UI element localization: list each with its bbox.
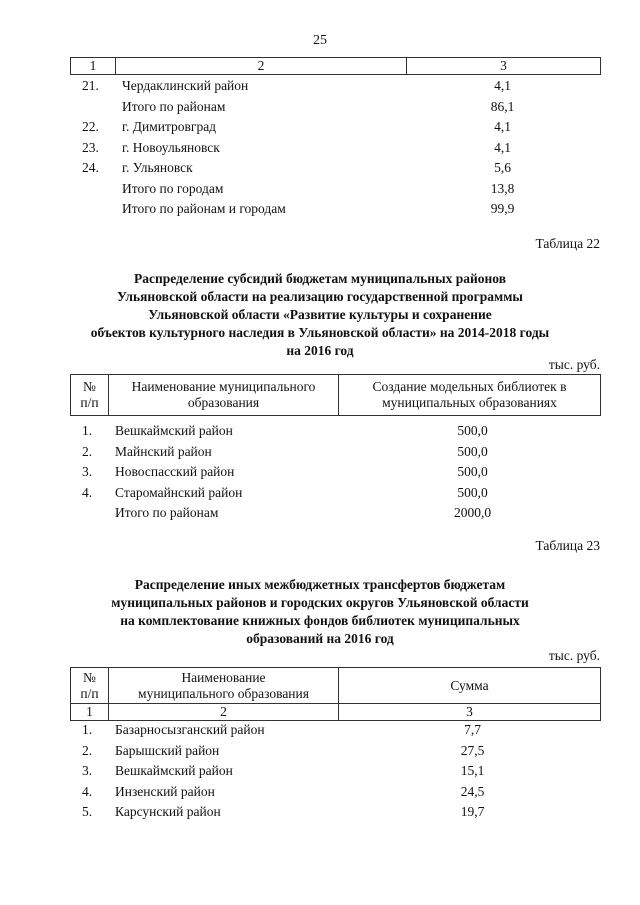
row-name: Инзенский район — [115, 783, 215, 799]
row-name: Вешкаймский район — [115, 423, 233, 438]
row-number — [70, 179, 114, 200]
row-number: 1. — [82, 722, 93, 737]
table22-title-line: Ульяновской области «Развитие культуры и сохранение — [148, 307, 492, 322]
row-number — [70, 97, 114, 118]
row-number: 4. — [82, 484, 93, 500]
table23-body — [70, 720, 601, 823]
row-value: 5,6 — [494, 160, 511, 175]
row-number: 23. — [82, 139, 99, 155]
table22-title — [40, 270, 600, 360]
row-number: 3. — [82, 763, 93, 778]
table23-header-numbering: 1 — [71, 704, 109, 721]
header-text: № — [83, 669, 96, 685]
table-row — [70, 503, 601, 524]
table23-title-line: Распределение иных межбюджетных трансфертов бюджетам — [134, 577, 506, 592]
table21-header-col2: 2 — [116, 58, 407, 75]
header-text: Создание модельных библиотек в — [372, 379, 567, 394]
table21-header-col1: 1 — [71, 58, 116, 75]
table22-body — [70, 421, 601, 524]
table-row — [70, 442, 601, 463]
table22-caption: Таблица 22 — [535, 236, 600, 251]
table-row — [70, 117, 601, 138]
table23-header-value: Сумма — [339, 668, 601, 704]
table-row — [70, 462, 601, 483]
header-text: муниципального образования — [138, 685, 309, 701]
row-name: г. Ульяновск — [122, 160, 193, 175]
table21-header-col3: 3 — [407, 58, 601, 75]
row-value: 86,1 — [490, 98, 515, 114]
table23-header-numbering: 2 — [109, 704, 339, 721]
header-text: Наименование — [181, 669, 266, 685]
table23-title-line: образований на 2016 год — [246, 631, 394, 646]
row-number: 2. — [82, 443, 93, 459]
row-value: 24,5 — [460, 783, 485, 799]
row-value: 500,0 — [457, 464, 488, 479]
table-row — [70, 421, 601, 442]
row-name: Барышский район — [115, 742, 220, 758]
table22-header-num — [71, 375, 109, 416]
table23-caption: Таблица 23 — [535, 538, 600, 553]
row-number: 24. — [82, 160, 99, 175]
table23-title — [40, 576, 600, 648]
row-value: 27,5 — [460, 742, 485, 758]
table22-title-line: Распределение субсидий бюджетам муниципальных районов — [133, 271, 507, 286]
table-row — [70, 741, 601, 762]
row-number — [70, 503, 107, 524]
table21-body — [70, 76, 601, 220]
row-name: Вешкаймский район — [115, 763, 233, 778]
row-name: Карсунский район — [115, 804, 221, 819]
row-number: 1. — [82, 423, 93, 438]
header-text: № — [83, 379, 96, 394]
header-text: п/п — [80, 685, 99, 701]
table22-header — [70, 374, 601, 416]
page-number: 25 — [313, 33, 327, 48]
table23-header-numbering: 3 — [339, 704, 601, 721]
table23-title-line: муниципальных районов и городских округов Ульяновской области — [111, 595, 529, 610]
row-number: 4. — [82, 783, 93, 799]
row-name: Майнский район — [115, 443, 212, 459]
table-row — [70, 76, 601, 97]
table23-header-num — [71, 668, 109, 704]
table-row — [70, 761, 601, 782]
table-row — [70, 782, 601, 803]
row-name: Старомайнский район — [115, 484, 243, 500]
row-number: 5. — [82, 804, 93, 819]
row-value: 2000,0 — [453, 505, 492, 520]
row-value: 13,8 — [490, 180, 515, 196]
table23-header — [70, 667, 601, 721]
table22-header-name — [109, 375, 339, 416]
row-number: 21. — [82, 78, 99, 93]
row-value: 19,7 — [460, 804, 485, 819]
table21-header — [70, 57, 601, 75]
header-text: п/п — [80, 395, 99, 410]
row-number: 22. — [82, 119, 99, 134]
table22-header-value — [339, 375, 601, 416]
row-value: 4,1 — [494, 78, 511, 93]
row-name: Итого по районам — [115, 505, 219, 520]
table-row — [70, 158, 601, 179]
row-value: 4,1 — [494, 139, 511, 155]
table22-unit: тыс. руб. — [548, 357, 600, 372]
row-name: Итого по районам — [122, 98, 226, 114]
header-text: муниципальных образованиях — [382, 395, 557, 410]
row-name: г. Новоульяновск — [122, 139, 220, 155]
table-row — [70, 97, 601, 118]
row-value: 15,1 — [460, 763, 485, 778]
row-name: Чердаклинский район — [122, 78, 249, 93]
table23-header-name — [109, 668, 339, 704]
row-number: 3. — [82, 464, 93, 479]
table23-unit: тыс. руб. — [548, 648, 600, 663]
row-name: г. Димитровград — [122, 119, 217, 134]
table-row — [70, 483, 601, 504]
row-value: 500,0 — [457, 443, 488, 459]
row-name: Новоспасский район — [115, 464, 235, 479]
row-number: 2. — [82, 742, 93, 758]
header-text: образования — [187, 395, 260, 410]
row-value: 99,9 — [490, 201, 515, 216]
row-name: Итого по районам и городам — [122, 201, 286, 216]
table23-title-line: на комплектование книжных фондов библиотек муниципальных — [120, 613, 520, 628]
table22-title-line: на 2016 год — [286, 343, 354, 358]
row-value: 7,7 — [464, 722, 481, 737]
table-row — [70, 720, 601, 741]
table-row — [70, 802, 601, 823]
row-value: 500,0 — [457, 484, 488, 500]
table22-title-line: Ульяновской области на реализацию государственной программы — [117, 289, 523, 304]
table-row — [70, 179, 601, 200]
row-number — [70, 199, 114, 220]
row-name: Итого по городам — [122, 180, 224, 196]
row-name: Базарносызганский район — [115, 722, 265, 737]
header-text: Наименование муниципального — [131, 379, 316, 394]
row-value: 4,1 — [494, 119, 511, 134]
table-row — [70, 138, 601, 159]
row-value: 500,0 — [457, 423, 488, 438]
table-row — [70, 199, 601, 220]
table22-title-line: объектов культурного наследия в Ульяновской области» на 2014-2018 годы — [90, 325, 550, 340]
